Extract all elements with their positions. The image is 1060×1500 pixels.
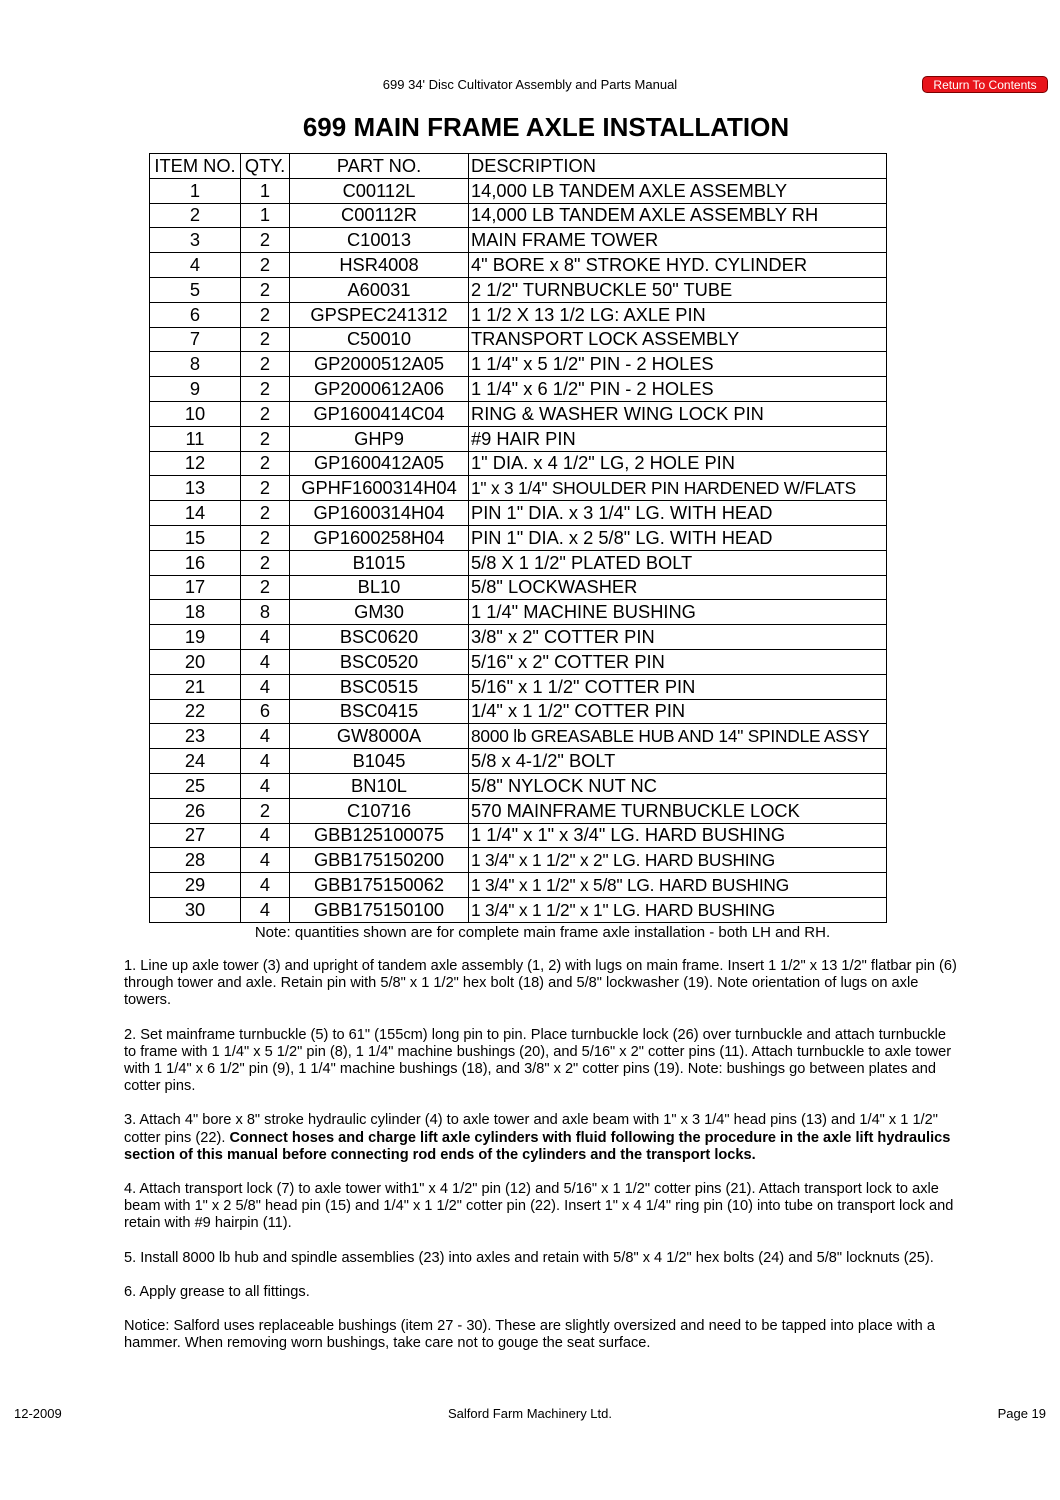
- table-row: [150, 873, 887, 898]
- table-row: [150, 352, 887, 377]
- table-row: [150, 178, 887, 203]
- table-row: [150, 550, 887, 575]
- part-no-cell: BSC0520: [290, 649, 469, 674]
- item-no-cell: 2: [150, 203, 241, 228]
- table-row: [150, 649, 887, 674]
- footer-company: Salford Farm Machinery Ltd.: [447, 1406, 612, 1421]
- description-cell: 8000 lb GREASABLE HUB AND 14" SPINDLE ASSY: [469, 724, 887, 749]
- table-row: [150, 724, 887, 749]
- instruction-step-1: 1. Line up axle tower (3) and upright of tandem axle assembly (1, 2) with lugs on main frame. Insert 1 1/2" x 13 1/2" flatbar pin (6) through tower and axle. Retain pin with 5/8" x 1 1/2" hex bolt (18) and 5/8" lockwasher (19). Note orientation of lugs on axle towers.: [124, 958, 957, 1009]
- qty-cell: 1: [241, 203, 290, 228]
- item-no-cell: 5: [150, 277, 241, 302]
- qty-cell: 6: [241, 699, 290, 724]
- item-no-cell: 8: [150, 352, 241, 377]
- qty-cell: 4: [241, 749, 290, 774]
- description-cell: 5/16" x 2" COTTER PIN: [469, 649, 887, 674]
- part-no-cell: GP1600412A05: [290, 451, 469, 476]
- item-no-cell: 11: [150, 426, 241, 451]
- qty-cell: 8: [241, 600, 290, 625]
- table-row: [150, 426, 887, 451]
- qty-cell: 4: [241, 848, 290, 873]
- description-cell: 1" DIA. x 4 1/2" LG, 2 HOLE PIN: [469, 451, 887, 476]
- qty-cell: 4: [241, 773, 290, 798]
- item-no-cell: 20: [150, 649, 241, 674]
- item-no-cell: 27: [150, 823, 241, 848]
- description-cell: 14,000 LB TANDEM AXLE ASSEMBLY: [469, 178, 887, 203]
- header-description: DESCRIPTION: [469, 154, 887, 179]
- header-item-no: ITEM NO.: [150, 154, 241, 179]
- part-no-cell: GBB175150200: [290, 848, 469, 873]
- table-row: [150, 625, 887, 650]
- qty-cell: 2: [241, 550, 290, 575]
- description-cell: 5/8 X 1 1/2" PLATED BOLT: [469, 550, 887, 575]
- part-no-cell: C50010: [290, 327, 469, 352]
- part-no-cell: BSC0620: [290, 625, 469, 650]
- item-no-cell: 28: [150, 848, 241, 873]
- qty-cell: 2: [241, 327, 290, 352]
- item-no-cell: 19: [150, 625, 241, 650]
- item-no-cell: 21: [150, 674, 241, 699]
- qty-cell: 2: [241, 253, 290, 278]
- header-part-no: PART NO.: [290, 154, 469, 179]
- description-cell: PIN 1" DIA. x 2 5/8" LG. WITH HEAD: [469, 525, 887, 550]
- part-no-cell: GP2000512A05: [290, 352, 469, 377]
- qty-cell: 1: [241, 178, 290, 203]
- item-no-cell: 14: [150, 501, 241, 526]
- table-row: [150, 302, 887, 327]
- item-no-cell: 26: [150, 798, 241, 823]
- description-cell: 570 MAINFRAME TURNBUCKLE LOCK: [469, 798, 887, 823]
- qty-cell: 4: [241, 649, 290, 674]
- table-row: [150, 327, 887, 352]
- part-no-cell: B1015: [290, 550, 469, 575]
- table-row: [150, 897, 887, 922]
- description-cell: 1 3/4" x 1 1/2" x 2" LG. HARD BUSHING: [469, 848, 887, 873]
- description-cell: PIN 1" DIA. x 3 1/4" LG. WITH HEAD: [469, 501, 887, 526]
- part-no-cell: C10013: [290, 228, 469, 253]
- quantities-note: Note: quantities shown are for complete main frame axle installation - both LH and RH.: [254, 924, 831, 941]
- description-cell: 3/8" x 2" COTTER PIN: [469, 625, 887, 650]
- description-cell: 1 1/4" x 6 1/2" PIN - 2 HOLES: [469, 377, 887, 402]
- instruction-step-3-warning: Connect hoses and charge lift axle cylinders with fluid following the procedure in the axle lift hydraulics section of this manual before connecting rod ends of the cylinders and the transport locks.: [124, 1129, 951, 1163]
- item-no-cell: 30: [150, 897, 241, 922]
- part-no-cell: C00112L: [290, 178, 469, 203]
- instruction-step-2: 2. Set mainframe turnbuckle (5) to 61" (155cm) long pin to pin. Place turnbuckle lock (26) over turnbuckle and attach turnbuckle to frame with 1 1/4" x 5 1/2" pin (8), 1 1/4" machine bushings (20), and 5/16" x 2" cotter pins (11). Attach turnbuckle to axle tower with 1 1/4" x 6 1/2" pin (9), 1 1/4" machine bushings (18), and 3/8" x 2" cotter pins (19). Note: bushings go between plates and cotter pins.: [124, 1026, 952, 1095]
- qty-cell: 4: [241, 724, 290, 749]
- table-row: [150, 203, 887, 228]
- item-no-cell: 9: [150, 377, 241, 402]
- description-cell: #9 HAIR PIN: [469, 426, 887, 451]
- table-row: [150, 253, 887, 278]
- part-no-cell: GP1600414C04: [290, 401, 469, 426]
- table-row: [150, 476, 887, 501]
- table-row: [150, 848, 887, 873]
- table-row: [150, 401, 887, 426]
- return-to-contents-button[interactable]: Return To Contents: [922, 76, 1048, 93]
- description-cell: MAIN FRAME TOWER: [469, 228, 887, 253]
- part-no-cell: GPSPEC241312: [290, 302, 469, 327]
- qty-cell: 4: [241, 897, 290, 922]
- description-cell: 1 1/4" x 1" x 3/4" LG. HARD BUSHING: [469, 823, 887, 848]
- qty-cell: 2: [241, 401, 290, 426]
- part-no-cell: GBB175150062: [290, 873, 469, 898]
- qty-cell: 4: [241, 823, 290, 848]
- item-no-cell: 17: [150, 575, 241, 600]
- item-no-cell: 7: [150, 327, 241, 352]
- part-no-cell: C10716: [290, 798, 469, 823]
- item-no-cell: 16: [150, 550, 241, 575]
- page-title: 699 MAIN FRAME AXLE INSTALLATION: [302, 112, 790, 142]
- description-cell: 4" BORE x 8" STROKE HYD. CYLINDER: [469, 253, 887, 278]
- manual-title: 699 34' Disc Cultivator Assembly and Parts Manual: [382, 77, 678, 92]
- part-no-cell: BL10: [290, 575, 469, 600]
- item-no-cell: 29: [150, 873, 241, 898]
- item-no-cell: 22: [150, 699, 241, 724]
- qty-cell: 2: [241, 476, 290, 501]
- item-no-cell: 18: [150, 600, 241, 625]
- item-no-cell: 10: [150, 401, 241, 426]
- description-cell: 1 1/2 X 13 1/2 LG: AXLE PIN: [469, 302, 887, 327]
- qty-cell: 2: [241, 302, 290, 327]
- footer-page-number: Page 19: [997, 1406, 1046, 1421]
- description-cell: 5/8 x 4-1/2" BOLT: [469, 749, 887, 774]
- bushing-notice: Notice: Salford uses replaceable bushings (item 27 - 30). These are slightly oversized and need to be tapped into place with a hammer. When removing worn bushings, take care not to gouge the seat surface.: [124, 1318, 935, 1352]
- part-no-cell: GBB175150100: [290, 897, 469, 922]
- instruction-step-3-text: 3. Attach 4" bore x 8" stroke hydraulic cylinder (4) to axle tower and axle beam with 1" x 3 1/4" head pins (13) and 1/4" x 1 1/2" cotter pins (22).: [124, 1112, 938, 1146]
- part-no-cell: GHP9: [290, 426, 469, 451]
- description-cell: 1 3/4" x 1 1/2" x 5/8" LG. HARD BUSHING: [469, 873, 887, 898]
- instruction-step-5: 5. Install 8000 lb hub and spindle assemblies (23) into axles and retain with 5/8" x 4 1/2" hex bolts (24) and 5/8" locknuts (25).: [124, 1249, 934, 1266]
- parts-table: [149, 153, 887, 923]
- header-qty: QTY.: [241, 154, 290, 179]
- qty-cell: 4: [241, 873, 290, 898]
- qty-cell: 2: [241, 525, 290, 550]
- table-row: [150, 277, 887, 302]
- description-cell: 2 1/2" TURNBUCKLE 50" TUBE: [469, 277, 887, 302]
- table-row: [150, 749, 887, 774]
- footer-date: 12-2009: [14, 1406, 62, 1421]
- item-no-cell: 3: [150, 228, 241, 253]
- table-row: [150, 823, 887, 848]
- description-cell: 1 1/4" x 5 1/2" PIN - 2 HOLES: [469, 352, 887, 377]
- table-row: [150, 575, 887, 600]
- description-cell: 5/8" LOCKWASHER: [469, 575, 887, 600]
- part-no-cell: GP1600258H04: [290, 525, 469, 550]
- table-row: [150, 699, 887, 724]
- table-row: [150, 377, 887, 402]
- part-no-cell: GPHF1600314H04: [290, 476, 469, 501]
- description-cell: 1 3/4" x 1 1/2" x 1" LG. HARD BUSHING: [469, 897, 887, 922]
- part-no-cell: GBB125100075: [290, 823, 469, 848]
- item-no-cell: 12: [150, 451, 241, 476]
- description-cell: 14,000 LB TANDEM AXLE ASSEMBLY RH: [469, 203, 887, 228]
- qty-cell: 2: [241, 451, 290, 476]
- item-no-cell: 1: [150, 178, 241, 203]
- qty-cell: 2: [241, 377, 290, 402]
- description-cell: RING & WASHER WING LOCK PIN: [469, 401, 887, 426]
- item-no-cell: 25: [150, 773, 241, 798]
- instructions: [124, 958, 960, 1369]
- item-no-cell: 13: [150, 476, 241, 501]
- item-no-cell: 24: [150, 749, 241, 774]
- qty-cell: 2: [241, 798, 290, 823]
- table-row: [150, 525, 887, 550]
- table-row: [150, 798, 887, 823]
- item-no-cell: 15: [150, 525, 241, 550]
- qty-cell: 2: [241, 352, 290, 377]
- description-cell: 1" x 3 1/4" SHOULDER PIN HARDENED W/FLATS: [469, 476, 887, 501]
- instruction-step-3: [124, 1112, 960, 1164]
- table-header-row: [150, 154, 887, 179]
- part-no-cell: BSC0415: [290, 699, 469, 724]
- part-no-cell: GP1600314H04: [290, 501, 469, 526]
- part-no-cell: A60031: [290, 277, 469, 302]
- table-row: [150, 501, 887, 526]
- table-row: [150, 451, 887, 476]
- qty-cell: 2: [241, 277, 290, 302]
- parts-table-body: [150, 178, 887, 922]
- table-row: [150, 773, 887, 798]
- qty-cell: 2: [241, 426, 290, 451]
- description-cell: 5/16" x 1 1/2" COTTER PIN: [469, 674, 887, 699]
- part-no-cell: GW8000A: [290, 724, 469, 749]
- qty-cell: 4: [241, 625, 290, 650]
- description-cell: 1/4" x 1 1/2" COTTER PIN: [469, 699, 887, 724]
- qty-cell: 2: [241, 575, 290, 600]
- description-cell: 5/8" NYLOCK NUT NC: [469, 773, 887, 798]
- part-no-cell: C00112R: [290, 203, 469, 228]
- qty-cell: 2: [241, 501, 290, 526]
- part-no-cell: BN10L: [290, 773, 469, 798]
- instruction-step-6: 6. Apply grease to all fittings.: [124, 1283, 310, 1300]
- part-no-cell: B1045: [290, 749, 469, 774]
- part-no-cell: BSC0515: [290, 674, 469, 699]
- part-no-cell: HSR4008: [290, 253, 469, 278]
- part-no-cell: GP2000612A06: [290, 377, 469, 402]
- item-no-cell: 4: [150, 253, 241, 278]
- instruction-step-4: 4. Attach transport lock (7) to axle tower with1" x 4 1/2" pin (12) and 5/16" x 1 1/2" cotter pins (21). Attach transport lock to axle beam with 1" x 2 5/8" head pin (15) and 1/4" x 1 1/2" cotter pin (22). Insert 1" x 4 1/4" ring pin (10) into tube on transport lock and retain with #9 hairpin (11).: [124, 1181, 954, 1232]
- qty-cell: 2: [241, 228, 290, 253]
- description-cell: 1 1/4" MACHINE BUSHING: [469, 600, 887, 625]
- item-no-cell: 6: [150, 302, 241, 327]
- description-cell: TRANSPORT LOCK ASSEMBLY: [469, 327, 887, 352]
- part-no-cell: GM30: [290, 600, 469, 625]
- item-no-cell: 23: [150, 724, 241, 749]
- table-row: [150, 600, 887, 625]
- table-row: [150, 674, 887, 699]
- qty-cell: 4: [241, 674, 290, 699]
- table-row: [150, 228, 887, 253]
